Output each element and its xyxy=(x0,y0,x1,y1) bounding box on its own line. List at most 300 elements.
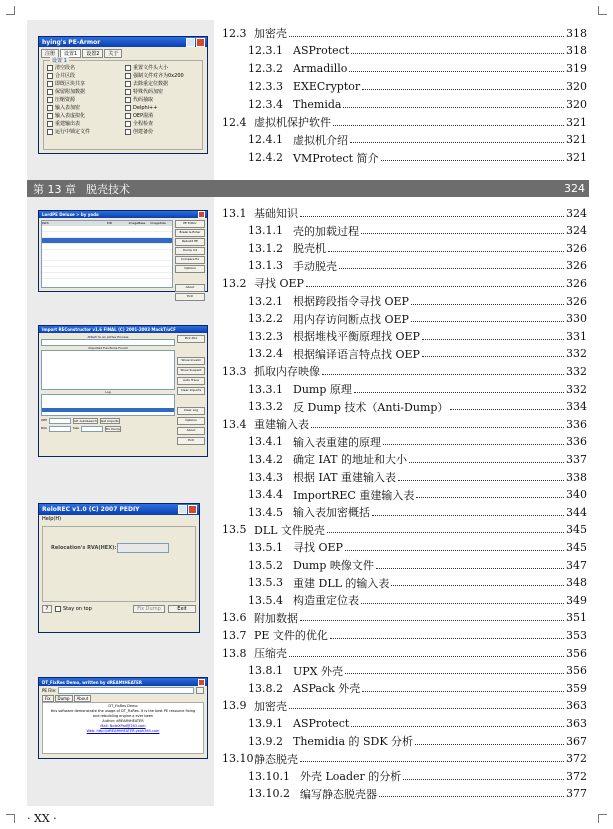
column-imagebase: ImageBase xyxy=(128,221,146,225)
option-label: 输入表虚拟化 xyxy=(55,113,86,119)
toc-page: 356 xyxy=(566,646,587,660)
option-label: 全程检查 xyxy=(133,121,154,127)
toc-leader xyxy=(411,321,564,322)
toc-page: 336 xyxy=(566,435,587,449)
checkbox-icon xyxy=(47,89,53,95)
toc-section xyxy=(222,610,587,626)
about-text: this software demonstrate the usage of DT_FixRes. it is the best PE resource fixing and rebuilding engine a ever been xyxy=(50,709,196,718)
process-select[interactable] xyxy=(41,339,175,346)
toc-page: 334 xyxy=(566,400,587,414)
importrec-button[interactable]: Options xyxy=(177,417,205,425)
toc-subsection xyxy=(248,434,587,450)
tab-about[interactable]: About xyxy=(74,695,92,702)
toc-subsection xyxy=(248,96,587,112)
reloc-titlebar xyxy=(39,504,199,515)
minimize-icon[interactable] xyxy=(178,505,187,514)
toc-page: 326 xyxy=(566,294,587,308)
toc-number: 13.3.1 xyxy=(248,382,283,396)
toc-title: 确定 IAT 的地址和大小 xyxy=(293,453,408,467)
option-checkbox[interactable] xyxy=(47,80,121,87)
toc-title: 静态脱壳 xyxy=(254,752,298,766)
option-label: 即既区块共享 xyxy=(55,81,86,87)
toc-leader xyxy=(300,216,564,217)
option-checkbox[interactable] xyxy=(125,120,199,127)
toc-title: Dump 映像文件 xyxy=(293,559,374,572)
toc-number: 13.5.1 xyxy=(248,540,283,554)
toc-page: 349 xyxy=(566,593,587,607)
toc-section xyxy=(222,416,587,432)
toc-section xyxy=(222,114,587,130)
toc-number: 13.4.5 xyxy=(248,505,283,519)
option-checkbox[interactable] xyxy=(47,128,121,135)
toc-page: 331 xyxy=(566,329,587,343)
toc-page: 332 xyxy=(566,347,587,361)
option-checkbox[interactable] xyxy=(125,88,199,95)
toc-subsection xyxy=(248,487,587,503)
about-title: DT_FixRes Demo xyxy=(108,704,138,708)
chapter-number: 第 13 章 xyxy=(33,182,76,196)
fix-dump-button[interactable]: Fix Dump xyxy=(106,427,121,431)
importrec-button[interactable]: Auto Trace xyxy=(177,377,205,385)
chapter-page: 324 xyxy=(564,182,585,195)
close-icon[interactable] xyxy=(188,505,197,514)
toc-subsection xyxy=(248,328,587,344)
toc-leader xyxy=(351,53,564,54)
importrec-button[interactable]: Clear Imports xyxy=(177,387,205,395)
toc-number: 12.4 xyxy=(222,115,247,129)
checkbox-icon xyxy=(55,606,61,612)
toc-title: ASProtect xyxy=(293,716,350,730)
close-icon[interactable] xyxy=(198,679,205,686)
toc-leader xyxy=(362,691,564,692)
help-menu[interactable]: Help(H) xyxy=(42,516,62,522)
page-footer: · XX · xyxy=(27,812,57,825)
imported-label: Imported Functions Found xyxy=(88,346,128,350)
toc-leader xyxy=(450,409,564,410)
about-author: Author: dREAMtHEATER xyxy=(102,719,144,723)
toc-title: 虚拟机保护软件 xyxy=(254,116,331,129)
crop-mark-bottom-left xyxy=(6,814,15,823)
iat-fields-2 xyxy=(41,426,175,432)
toc-subsection xyxy=(248,575,587,591)
stay-on-top-checkbox[interactable] xyxy=(55,606,92,613)
checkbox-icon xyxy=(125,81,131,87)
checkbox-icon xyxy=(47,105,53,111)
toc-section xyxy=(222,275,587,291)
iat-autosearch-button[interactable]: IAT AutoSearch xyxy=(74,419,97,423)
lordpe-window xyxy=(38,210,208,298)
fixres-titlebar xyxy=(39,678,207,686)
checkbox-icon xyxy=(125,129,131,135)
tab-about[interactable]: 关于 xyxy=(104,49,122,58)
toc-leader xyxy=(327,532,564,533)
toc-number: 13.4.4 xyxy=(248,488,283,502)
toc-number: 13.2.3 xyxy=(248,329,283,343)
option-checkbox[interactable] xyxy=(125,104,199,111)
toc-leader xyxy=(300,620,564,621)
toc-section xyxy=(222,363,587,379)
toc-page: 377 xyxy=(566,787,587,801)
option-checkbox[interactable] xyxy=(125,128,199,135)
option-label: 创建备份 xyxy=(133,129,154,135)
option-label: OEP混淆 xyxy=(133,113,154,119)
toc-leader xyxy=(362,89,564,90)
lordpe-button[interactable]: Break & Enter xyxy=(175,229,205,237)
toc-leader xyxy=(403,779,564,780)
toc-page: 326 xyxy=(566,276,587,290)
crop-mark-top-left xyxy=(6,6,15,15)
toc-page: 336 xyxy=(566,417,587,431)
exit-button[interactable]: Exit xyxy=(168,605,196,613)
toc-number: 13.5.2 xyxy=(248,558,283,572)
toc-leader xyxy=(383,444,564,445)
importrec-button[interactable]: Show Suspect xyxy=(177,367,205,375)
toc-title: 重建 DLL 的输入表 xyxy=(293,576,390,590)
crop-mark-bottom-right xyxy=(598,814,607,823)
checkbox-icon xyxy=(125,113,131,119)
option-checkbox[interactable] xyxy=(47,120,121,127)
toc-number: 13.5.4 xyxy=(248,593,283,607)
toc-title: PE 文件的优化 xyxy=(254,629,328,643)
toc-title: 脱壳机 xyxy=(293,242,326,256)
toc-title: 寻找 OEP xyxy=(293,541,343,555)
fixres-window xyxy=(38,677,208,759)
toc-number: 13.2.4 xyxy=(248,347,283,361)
toc-leader xyxy=(391,585,564,586)
pe-armor-window xyxy=(38,36,208,154)
toc-page: 318 xyxy=(566,26,587,40)
toc-number: 13.4 xyxy=(222,417,247,431)
option-label: 清空段名 xyxy=(55,65,76,71)
option-label: 保留附加数据 xyxy=(55,89,86,95)
toc-title: ImportREC 重建输入表 xyxy=(293,488,415,502)
toc-subsection xyxy=(248,680,587,696)
toc-page: 345 xyxy=(566,523,587,537)
toc-page: 363 xyxy=(566,716,587,730)
toc-title: 根据堆栈平衡原理找 OEP xyxy=(293,330,420,344)
column-imagesize: ImageSize xyxy=(150,221,166,225)
toc-number: 13.1 xyxy=(222,206,247,220)
toc-subsection xyxy=(248,61,587,77)
toc-subsection xyxy=(248,557,587,573)
column-path: Path xyxy=(42,221,49,225)
reloc-rva-field[interactable] xyxy=(117,543,169,553)
tab-fix[interactable]: Fix xyxy=(42,695,54,702)
lordpe-button[interactable]: Exit xyxy=(175,293,205,301)
pe-armor-group xyxy=(43,60,203,150)
pe-armor-titlebar xyxy=(39,37,207,47)
toc-subsection xyxy=(248,346,587,362)
checkbox-icon xyxy=(125,121,131,127)
rva-label: RVA xyxy=(41,426,47,430)
about-panel xyxy=(42,702,204,754)
toc-title: 寻找 OEP xyxy=(254,277,304,291)
imports-tree[interactable] xyxy=(41,350,175,390)
toc-leader xyxy=(300,761,564,762)
toc-number: 13.4.2 xyxy=(248,452,283,466)
toc-number: 12.3.1 xyxy=(248,44,283,58)
checkbox-icon xyxy=(47,97,53,103)
toc-subsection xyxy=(248,504,587,520)
toc-leader xyxy=(354,392,564,393)
checkbox-icon xyxy=(125,97,131,103)
toc-subsection xyxy=(248,768,587,784)
toc-title: UPX 外壳 xyxy=(293,664,343,678)
option-checkbox[interactable] xyxy=(47,96,121,103)
toc-number: 13.1.3 xyxy=(248,259,283,273)
toc-title: 壳的加载过程 xyxy=(293,224,359,238)
toc-leader xyxy=(311,427,564,428)
group-label: 设置 1 xyxy=(52,58,67,64)
toc-title: DLL 文件脱壳 xyxy=(254,523,325,537)
toc-number: 13.2 xyxy=(222,276,247,290)
toc-leader xyxy=(409,462,564,463)
toc-title: 重建输入表 xyxy=(254,418,309,432)
checkbox-icon xyxy=(47,121,53,127)
get-imports-button[interactable]: Get Imports xyxy=(100,419,119,423)
reloc-window xyxy=(38,503,200,633)
toc-section xyxy=(222,627,587,643)
process-list[interactable] xyxy=(41,220,173,288)
toc-leader xyxy=(351,726,564,727)
toc-page: 326 xyxy=(566,259,587,273)
toc-page: 320 xyxy=(566,79,587,93)
toc-number: 13.2.2 xyxy=(248,312,283,326)
toc-leader xyxy=(379,796,564,797)
toc-page: 330 xyxy=(566,312,587,326)
lordpe-title: LordPE Deluxe > by yoda xyxy=(42,212,99,217)
lordpe-button[interactable]: PE Editor xyxy=(175,220,205,228)
crop-mark-top-right xyxy=(598,6,607,15)
option-checkbox[interactable] xyxy=(125,112,199,119)
toc-leader xyxy=(422,356,564,357)
toc-title: 输入表加密概括 xyxy=(293,506,370,520)
toc-number: 13.5.3 xyxy=(248,576,283,590)
toc-leader xyxy=(398,480,564,481)
help-button[interactable]: ? xyxy=(42,605,52,613)
toc-subsection xyxy=(248,150,587,166)
pe-file-row xyxy=(39,686,207,695)
tab-dump[interactable]: Dump xyxy=(55,695,73,702)
tab-settings2[interactable]: 设置2 xyxy=(82,49,103,58)
toc-page: 324 xyxy=(566,224,587,238)
option-checkbox[interactable] xyxy=(125,96,199,103)
lordpe-titlebar xyxy=(39,211,207,218)
pe-file-label: PE File: xyxy=(42,688,57,693)
fixres-title: DT_FixRes Demo, written by dREAMtHEATER xyxy=(42,679,142,685)
toc-subsection xyxy=(248,381,587,397)
toc-page: 359 xyxy=(566,681,587,695)
toc-number: 13.6 xyxy=(222,611,247,625)
close-icon[interactable] xyxy=(198,211,205,218)
importrec-button[interactable]: About xyxy=(177,427,205,435)
toc-title: 根据跨段指令寻找 OEP xyxy=(293,295,409,308)
toc-title: 抓取内存映像 xyxy=(254,365,320,379)
option-label: 输入表加密 xyxy=(55,105,81,111)
toc-title: ASPack 外壳 xyxy=(293,682,361,696)
toc-title: VMProtect 简介 xyxy=(293,151,379,165)
toc-number: 12.4.1 xyxy=(248,133,283,147)
toc-leader xyxy=(361,603,564,604)
stay-on-top-label: Stay on top xyxy=(63,606,92,612)
about-web[interactable]: Web: http://dREAMtHEATER.yeah365.com xyxy=(86,729,160,733)
lordpe-body xyxy=(39,218,207,303)
toc-page: 351 xyxy=(566,611,587,625)
toc-page: 332 xyxy=(566,382,587,396)
toc-number: 13.1.2 xyxy=(248,241,283,255)
toc-page: 319 xyxy=(566,62,587,76)
toc-subsection xyxy=(248,733,587,749)
pe-file-input[interactable] xyxy=(58,687,194,694)
column-pid: PID xyxy=(107,221,113,225)
toc-title: 反 Dump 技术（Anti-Dump） xyxy=(293,400,449,414)
tab-settings1[interactable]: 设置1 xyxy=(60,49,81,58)
about-mail[interactable]: Mail: NoteXPad@163.com xyxy=(100,724,146,728)
option-label: 运行中锁定文件 xyxy=(55,129,91,135)
close-icon[interactable] xyxy=(196,38,205,47)
toc-page: 338 xyxy=(566,470,587,484)
toc-leader xyxy=(415,744,564,745)
toc-title: 构造重定位表 xyxy=(293,594,359,608)
iat-fields xyxy=(41,418,175,424)
checkbox-icon xyxy=(47,129,53,135)
lordpe-button[interactable]: Compare Ex xyxy=(175,256,205,264)
toc-number: 13.4.1 xyxy=(248,435,283,449)
lordpe-button-column xyxy=(175,220,205,301)
rva-field[interactable] xyxy=(49,426,71,432)
option-label: 去除重定位数据 xyxy=(133,81,169,87)
lordpe-button[interactable]: About xyxy=(175,284,205,292)
log-label: Log xyxy=(105,390,111,394)
log-selection xyxy=(42,408,174,412)
toc-number: 12.3 xyxy=(222,26,247,40)
log-box[interactable] xyxy=(41,394,175,416)
option-checkbox[interactable] xyxy=(47,88,121,95)
option-checkbox[interactable] xyxy=(47,112,121,119)
list-item[interactable] xyxy=(42,273,172,279)
toc-subsection xyxy=(248,539,587,555)
toc-page: 324 xyxy=(566,206,587,220)
toc-number: 12.3.4 xyxy=(248,97,283,111)
toc-title: 根据 IAT 重建输入表 xyxy=(293,471,397,484)
toc-subsection xyxy=(248,132,587,148)
checkbox-icon xyxy=(47,73,53,79)
toc-title: Armadillo xyxy=(293,62,348,76)
importrec-button[interactable]: Show Invalid xyxy=(177,357,205,365)
toc-subsection xyxy=(248,715,587,731)
toc-page: 367 xyxy=(566,734,587,748)
toc-subsection xyxy=(248,293,587,309)
toc-subsection xyxy=(248,78,587,94)
checkbox-icon xyxy=(125,105,131,111)
toc-number: 13.1.1 xyxy=(248,224,283,238)
toc-number: 13.9 xyxy=(222,699,247,713)
toc-number: 13.10.1 xyxy=(248,769,290,783)
toc-number: 13.3.2 xyxy=(248,400,283,414)
lordpe-button[interactable]: Options xyxy=(175,265,205,273)
importrec-button[interactable]: Pick DLL xyxy=(177,335,205,343)
toc-page: 345 xyxy=(566,540,587,554)
chapter-header xyxy=(27,180,589,197)
reloc-rva-label: Relocation's RVA(HEX): xyxy=(51,545,117,551)
toc-page: 348 xyxy=(566,576,587,590)
fix-dump-button[interactable]: Fix Dump xyxy=(133,605,165,613)
toc-section xyxy=(222,751,587,767)
size-field[interactable] xyxy=(81,426,103,432)
size-label: Size xyxy=(72,426,80,430)
toc-title: 压缩壳 xyxy=(254,647,287,660)
toc-section xyxy=(222,205,587,221)
lordpe-button[interactable]: Dump Int xyxy=(175,247,205,255)
toc-leader xyxy=(322,374,564,375)
importrec-button[interactable]: Exit xyxy=(177,437,205,445)
oep-field[interactable] xyxy=(49,418,71,424)
toc-subsection xyxy=(248,786,587,802)
toc-leader xyxy=(349,71,564,72)
toc-number: 12.4.2 xyxy=(248,151,283,165)
toc-page: 344 xyxy=(566,505,587,519)
importrec-button[interactable]: Clear Log xyxy=(177,407,205,415)
toc-leader xyxy=(381,160,565,161)
toc-number: 13.9.1 xyxy=(248,716,283,730)
checkbox-icon xyxy=(47,65,53,71)
toc-title: Themidia 的 SDK 分析 xyxy=(293,735,414,748)
option-checkbox[interactable] xyxy=(47,72,121,79)
toc-page: 356 xyxy=(566,664,587,678)
toc-number: 12.3.2 xyxy=(248,62,283,76)
toc-leader xyxy=(289,36,564,37)
option-checkbox[interactable] xyxy=(125,80,199,87)
toc-subsection xyxy=(248,451,587,467)
toc-title: 用内存访问断点找 OEP xyxy=(293,312,409,326)
toc-title: 输入表重建的原理 xyxy=(293,435,381,449)
toc-title: Dump 原理 xyxy=(293,383,352,396)
reloc-title: ReloREC v1.0 (C) 2007 PEDIY xyxy=(42,506,140,513)
toc-number: 13.4.3 xyxy=(248,470,283,484)
toc-section xyxy=(222,698,587,714)
armor-options-grid xyxy=(47,64,199,135)
toc-title: 虚拟机介绍 xyxy=(293,133,348,147)
toc-title: EXECryptor xyxy=(293,79,361,93)
toc-leader xyxy=(416,497,564,498)
lordpe-button[interactable]: Rebuild PE xyxy=(175,238,205,246)
option-checkbox[interactable] xyxy=(125,64,199,71)
toc-title: ASProtect xyxy=(293,44,350,58)
toc-section xyxy=(222,522,587,538)
option-checkbox[interactable] xyxy=(47,64,121,71)
option-checkbox[interactable] xyxy=(125,72,199,79)
toc-title: 加密壳 xyxy=(254,699,287,713)
tab-register[interactable]: 注册 xyxy=(41,49,59,58)
option-checkbox[interactable] xyxy=(47,104,121,111)
toc-subsection xyxy=(248,223,587,239)
toc-subsection xyxy=(248,592,587,608)
toc-page: 320 xyxy=(566,97,587,111)
oep-label: OEP xyxy=(41,418,48,422)
reloc-footer xyxy=(39,605,199,613)
toc-leader xyxy=(289,708,564,709)
fixres-tabs xyxy=(39,695,207,702)
importrec-main xyxy=(41,335,175,445)
minimize-icon[interactable] xyxy=(186,38,195,47)
importrec-body xyxy=(39,333,207,447)
option-label: 代码抽取 xyxy=(133,97,154,103)
attach-label: Attach to an Active Process xyxy=(87,335,129,339)
toc-leader xyxy=(411,304,564,305)
list-item[interactable] xyxy=(42,244,172,250)
toc-page: 372 xyxy=(566,769,587,783)
browse-button[interactable] xyxy=(196,687,204,694)
